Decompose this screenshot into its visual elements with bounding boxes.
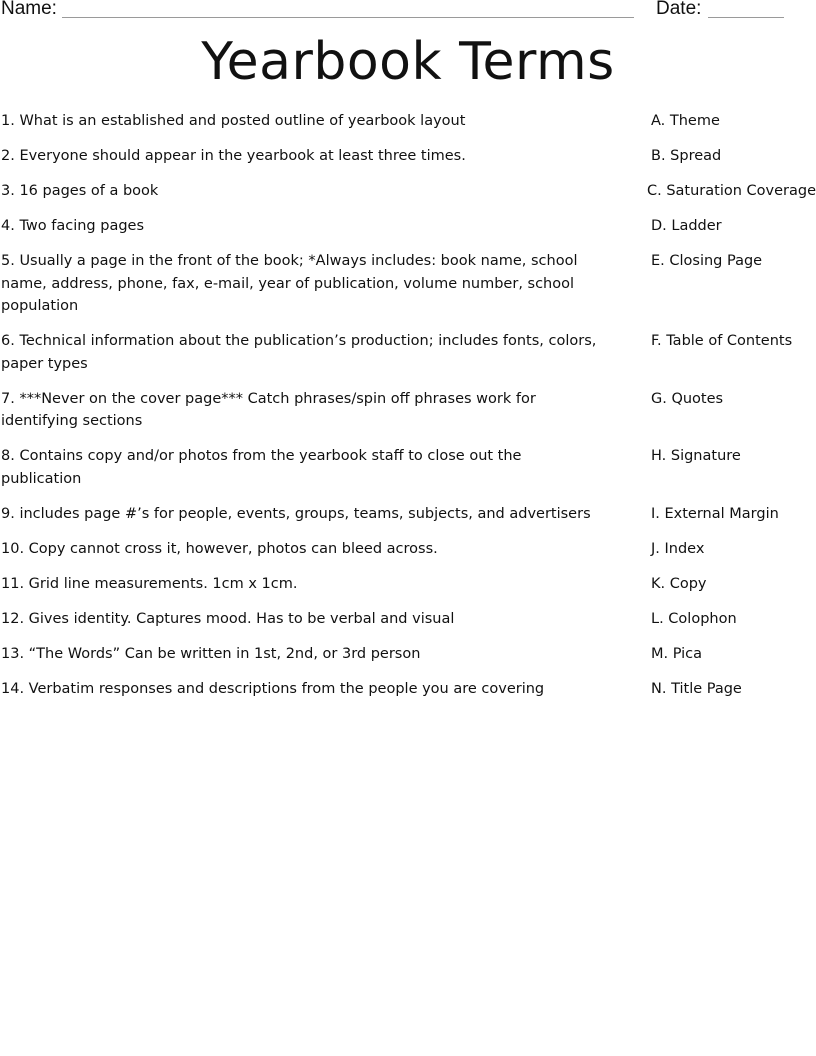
question-5: 5. Usually a page in the front of the book; *Always includes: book name, school name, address, phone, fax, e-mail, year of publication, volume number, school population [1,253,578,314]
matching-row [0,250,816,318]
question-12: 12. Gives identity. Captures mood. Has to be verbal and visual [1,610,455,627]
question-8: 8. Contains copy and/or photos from the yearbook staff to close out the publication [1,448,522,487]
question-4: 4. Two facing pages [1,218,145,234]
answer-e: E. Closing Page [651,253,763,269]
answer-m: M. Pica [651,645,703,662]
answer-c: C. Saturation Coverage [646,183,816,199]
matching-row [0,110,816,133]
question-10: 10. Copy cannot cross it, however, photos can bleed across. [1,540,438,557]
worksheet-header [0,0,816,24]
answer-d: D. Ladder [651,218,722,234]
matching-row [0,538,816,561]
answer-n: N. Title Page [651,680,742,697]
matching-row [0,573,816,596]
matching-row [0,145,816,168]
matching-row [0,180,816,203]
answer-i: I. External Margin [651,505,779,522]
matching-row [0,678,816,701]
matching-row [0,215,816,238]
answer-a: A. Theme [651,113,720,129]
question-3: 3. 16 pages of a book [1,183,159,199]
question-13: 13. “The Words” Can be written in 1st, 2nd, or 3rd person [1,645,421,662]
answer-k: K. Copy [651,575,707,592]
answer-f: F. Table of Contents [651,333,793,349]
matching-row [0,445,816,490]
matching-row [0,503,816,526]
question-14: 14. Verbatim responses and descriptions from the people you are covering [1,680,545,697]
matching-row [0,330,816,375]
date-blank-line [708,17,784,18]
matching-row [0,643,816,666]
answer-j: J. Index [651,540,705,557]
question-11: 11. Grid line measurements. 1cm x 1cm. [1,575,298,592]
name-label: Name: [1,0,57,19]
name-blank-line [62,17,634,18]
question-2: 2. Everyone should appear in the yearbook at least three times. [1,148,466,164]
answer-g: G. Quotes [651,390,724,407]
question-1: 1. What is an established and posted outline of yearbook layout [1,113,466,129]
matching-row [0,388,816,433]
answer-b: B. Spread [651,148,722,164]
matching-list [0,110,816,713]
answer-h: H. Signature [651,448,741,464]
matching-row [0,608,816,631]
date-label: Date: [656,0,702,19]
answer-l: L. Colophon [651,610,737,627]
question-9: 9. includes page #’s for people, events, groups, teams, subjects, and advertisers [1,505,591,522]
page-title: Yearbook Terms [201,32,615,92]
question-7: 7. ***Never on the cover page*** Catch phrases/spin off phrases work for identifying sections [1,390,536,429]
question-6: 6. Technical information about the publication’s production; includes fonts, colors, paper types [1,333,597,372]
